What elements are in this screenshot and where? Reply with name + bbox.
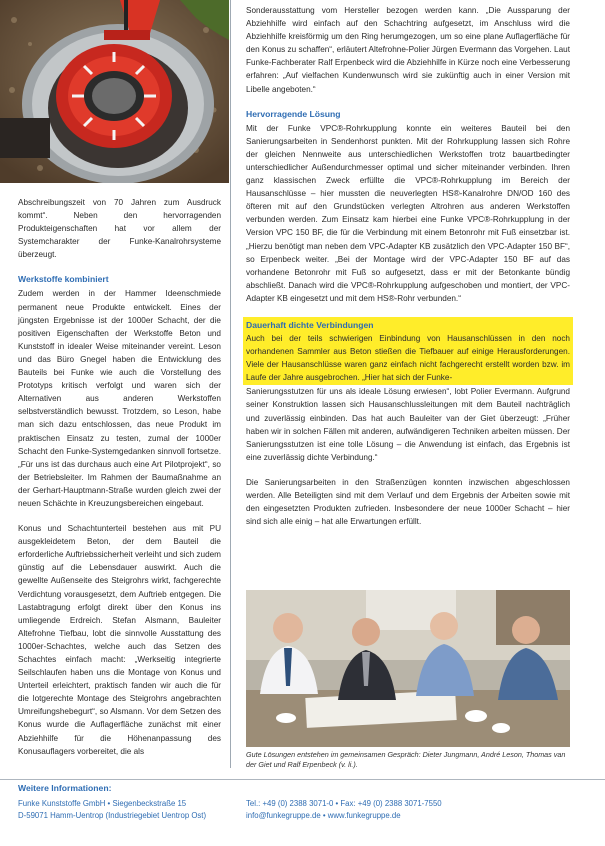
column-divider — [230, 0, 231, 768]
shaft-cone-illustration — [0, 0, 229, 183]
left-paragraph-3: Konus und Schachtunterteil bestehen aus mit PU ausgekleidetem Beton, der dem Bauteil die erforderliche Auftriebssicherheit verleiht und sich zudem günstig auf die Lebensdauer auswirkt. Auch die gewellte Außenseite des Steigrohrs wirkt, fachgerechte Verdichtung vorausgesetzt, dem Auftrieb entgegen. Die Lastabtragung erfolgt direkt über den Konus ins umliegende Erdreich. Stefan Alsmann, Bauleiter Altefrohne Tiefbau, lobt die sinnvolle Ausstattung des 1000er-Schachtes, welche auch das Setzen des Schachtes einfach macht: „Werkseitig integrierte Seilschlaufen haben uns die Montage von Konus und Unterteil erleichtert, praktisch fanden wir auch die für die lotgerechte Montage des Steigrohrs angebrachten Umreifungshebegurt“, so Alsmann. Vor dem Setzen des Konus wurde die Auflagerfläche zunächst mit einer Abziehhilfe für die Höhenanpassung des Konusauflagers vorbereitet, die als — [18, 524, 221, 756]
photo-caption: Gute Lösungen entstehen im gemeinsamen Gespräch: Dieter Jungmann, André Leson, Thomas van der Giet und Ralf Erpenbeck (v. li.). — [246, 750, 566, 769]
shaft-cone-photo — [0, 0, 229, 183]
left-paragraph-2: Zudem werden in der Hammer Ideenschmiede permanent neue Produkte entwickelt. Eines der jüngsten Ergebnisse ist der 1000er Schacht, der die positiven Eigenschaften der Werkstoffe Beton und Kunststoff in idealer Weise miteinander vereint. Leson und das Büro Gnegel haben die Entwicklung des Bauteils bei Funke wie auch die Vorstellung des Prototyps kritisch verfolgt und waren sich der Alternativen aus anderen Werkstoffen selbstverständlich bewusst. Trotzdem, so Leson, habe man sich dazu entschlossen, das neue Produkt im praktischen Einsatz zu testen, zumal der 1000er Schacht den Funke-Systemgedanken sinnvoll fortsetze. „Für uns ist das durchaus auch eine Art Pilotprojekt“, so der Betriebsleiter. Im Rahmen der Baumaßnahme an der Gerhart-Hauptmann-Straße wurden gleich zwei der neuen Schächte in Kreuzungsbereichen eingebaut. — [18, 289, 221, 508]
left-paragraph-1: Abschreibungszeit von 70 Jahren zum Ausdruck kommt“. Neben den hervorragenden Produkteigenschaften hat vor allem der Systemcharakter der Funke-Kanalrohrsysteme überzeugt. — [18, 198, 221, 260]
footer-title: Weitere Informationen: — [18, 783, 112, 793]
right-paragraph-3: Sanierungsstutzen für uns als ideale Lösung erwiesen“, lobt Polier Evermann. Aufgrund seiner Konstruktion lassen sich Hausanschlussleitungen mit dem Bauteil nachträglich und zuverlässig einbinden. Das hat auch Bauleiter van der Giet überzeugt: „Früher haben wir in solchen Fällen mit anderen, aufwändigeren Techniken arbeiten müssen. Der Sanierungsstutzen ist eine tolle Lösung – die Anwendung ist einfach, das Ergebnis ist eine zuverlässig dichte Verbindung.“ — [246, 387, 570, 462]
left-column — [18, 196, 221, 758]
heading-werkstoffe: Werkstoffe kombiniert — [18, 274, 109, 285]
heading-loesung: Hervorragende Lösung — [246, 108, 341, 119]
meeting-illustration — [246, 590, 570, 747]
footer-web-link[interactable]: info@funkegruppe.de • www.funkegruppe.de — [246, 811, 401, 820]
footer-address: D-59071 Hamm-Uentrop (Industriegebiet Uentrop Ost) — [18, 811, 207, 820]
footer-phone: Tel.: +49 (0) 2388 3071-0 • Fax: +49 (0) 2388 3071-7550 — [246, 799, 442, 808]
right-paragraph-1: Sonderausstattung vom Hersteller bezogen werden kann. „Die Aussparung der Abziehhilfe wird einfach auf den Schachtring aufgesetzt, im Anschluss wird die Abziehhilfe kreisförmig um den Ring herumgezogen, um so eine plane Auflagerfläche für den Konus zu schaffen“, erläutert Altefrohne-Polier Jürgen Evermann das Vorgehen. Laut Funke-Fachberater Ralf Erpenbeck wird die Abziehhilfe in Kürze noch eine Verbesserung erfahren: „Auf vielfachen Kundenwunsch wird sie zukünftig auch in einer Version mit Libelle angeboten.“ — [246, 6, 570, 94]
meeting-photo — [246, 590, 570, 747]
right-column — [246, 4, 570, 528]
right-paragraph-4: Die Sanierungsarbeiten in den Straßenzügen konnten inzwischen abgeschlossen werden. Alle Beteiligten sind mit dem Verlauf und dem Ergebnis der Arbeiten sowie mit den eingesetzten Produkten zufrieden. Insbesondere der neue 1000er Schacht – hier sind sich alle einig – hat alle Erwartungen erfüllt. — [246, 477, 570, 527]
footer — [0, 779, 605, 846]
right-paragraph-2: Mit der Funke VPC®-Rohrkupplung konnte ein weiteres Bauteil bei den Sanierungsarbeiten in Sendenhorst punkten. Mit der Rohrkupplung lassen sich Rohre der gleichen Nennweite aus unterschiedlichen Werkstoffen trotz bauartbedingter unterschiedlicher Außendurchmesser optimal und sicher miteinander verbinden. Ihren ganz klassischen Zweck erfüllte die VPC®-Rohrkupplung im Bereich der Hausanschlüsse – hier mussten die neuverlegten HS®-Kanalrohre DN/OD 160 des öfteren mit auf den Grundstücken verlegten Altrohren aus anderen Werkstoffen verbunden werden. Zum Einsatz kam hierbei eine Funke VPC®-Rohrkupplung in der Version VPC 150 BF, die für die Verbindung mit einem Betonrohr mit Fuß einsetzbar ist. „Hierzu benötigt man neben dem VPC-Adapter KB zusätzlich den VPC-Adapter 150 BF“, so Erpenbeck weiter. „Bei der Montage wird der VPC-Adapter 150 BF auf das vorhandene Betonrohr mit Fuß so aufgesetzt, dass er mit der Betonkante bündig abschließt. Danach wird die VPC®-Rohrkupplung aufgeschoben und montiert, der VPC-Adapter KB eingesetzt und mit dem HS®-Rohr verbunden.“ — [246, 123, 570, 303]
highlighted-section — [243, 317, 573, 385]
heading-dauerhaft: Dauerhaft dichte Verbindungen — [246, 319, 374, 330]
footer-company: Funke Kunststoffe GmbH • Siegenbeckstraße 15 — [18, 799, 187, 808]
highlighted-text: Auch bei der teils schwierigen Einbindung von Hausanschlüssen in den noch vorhandenen Sammler aus Beton stießen die Tiefbauer auf einige Herausforderungen. Viele der Hausanschlüsse waren ganz einfach nicht fachgerecht erstellt worden bzw. im Laufe der Jahre ausgebrochen. „Hier hat sich der Funke- — [246, 333, 570, 383]
